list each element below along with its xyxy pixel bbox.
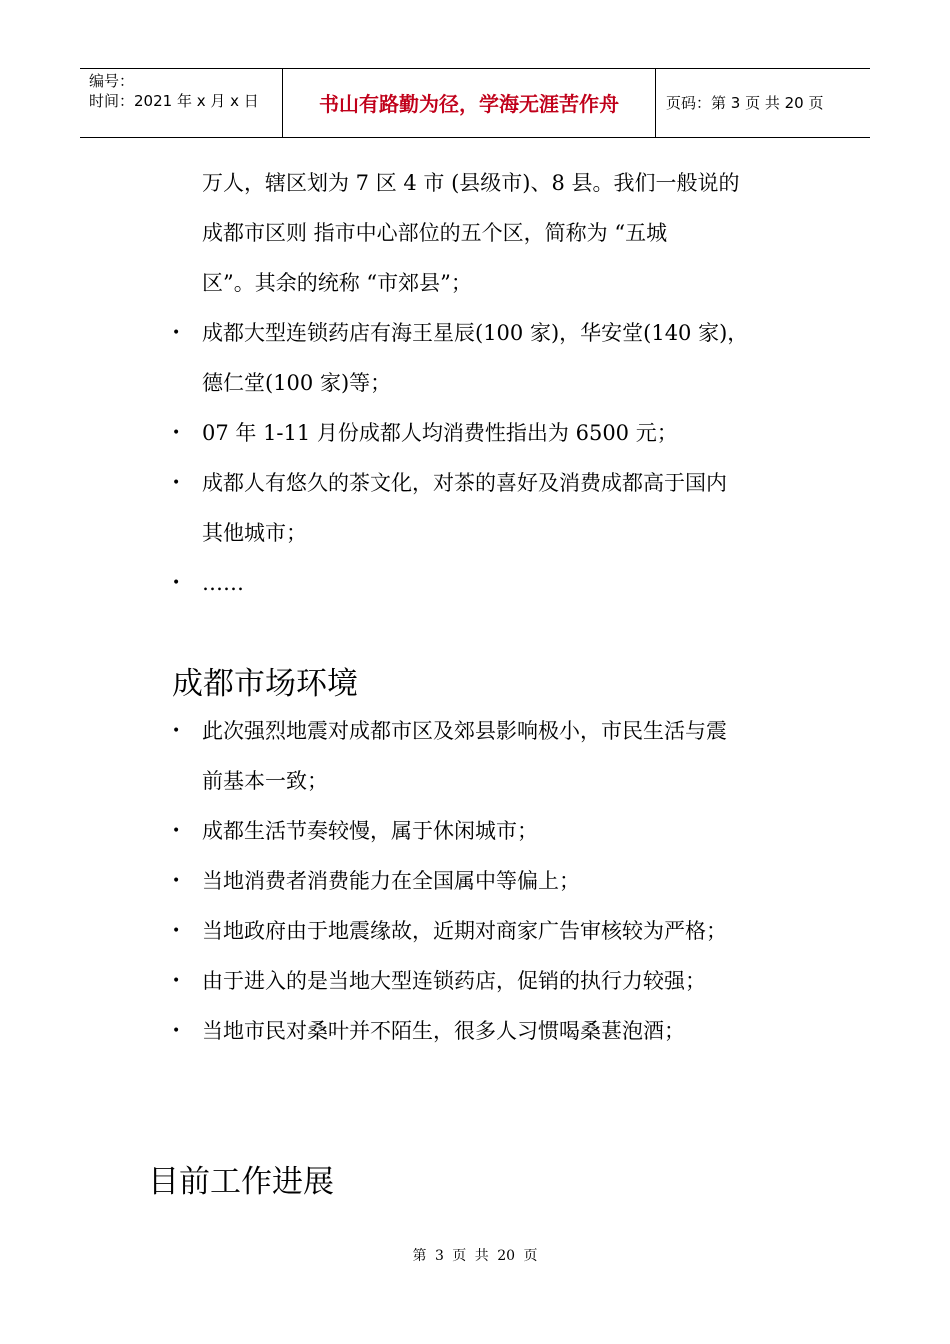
header-motto-cell <box>282 69 656 137</box>
bullet-icon: • <box>172 425 181 441</box>
list-item-continuation: 德仁堂(100 家)等； <box>202 371 392 395</box>
bullet-icon: • <box>172 475 181 491</box>
section-heading-market-environment: 成都市场环境 <box>172 666 358 702</box>
document-number-label: 编号： <box>89 72 135 90</box>
document-header <box>80 68 870 138</box>
list-item: 成都大型连锁药店有海王星辰(100 家)，华安堂(140 家)， <box>202 321 749 345</box>
header-motto: 书山有路勤为径，学海无涯苦作舟 <box>319 92 619 116</box>
list-item: 由于进入的是当地大型连锁药店，促销的执行力较强； <box>202 969 706 993</box>
bullet-icon: • <box>172 575 181 591</box>
page-footer: 第 3 页 共 20 页 <box>412 1248 538 1264</box>
bullet-icon: • <box>172 873 181 889</box>
list-item: 当地消费者消费能力在全国属中等偏上； <box>202 869 580 893</box>
list-item: 当地市民对桑叶并不陌生，很多人习惯喝桑葚泡酒； <box>202 1019 685 1043</box>
list-item: 当地政府由于地震缘故，近期对商家广告审核较为严格； <box>202 919 727 943</box>
bullet-icon: • <box>172 973 181 989</box>
list-item-continuation: 其他城市； <box>202 521 307 545</box>
document-time-label: 时间：2021 年 x 月 x 日 <box>89 92 259 110</box>
list-item-continuation: 前基本一致； <box>202 769 328 793</box>
list-item: …… <box>202 571 244 595</box>
bullet-icon: • <box>172 923 181 939</box>
bullet-icon: • <box>172 1023 181 1039</box>
list-item: 成都人有悠久的茶文化，对茶的喜好及消费成都高于国内 <box>202 471 727 495</box>
intro-line-2: 成都市区则 指市中心部位的五个区，简称为 “五城 <box>202 221 668 245</box>
list-item: 07 年 1-11 月份成都人均消费性指出为 6500 元； <box>202 421 678 445</box>
header-page-cell <box>656 69 870 137</box>
list-item: 成都生活节奏较慢，属于休闲城市； <box>202 819 538 843</box>
intro-line-1: 万人，辖区划为 7 区 4 市 (县级市)、8 县。我们一般说的 <box>202 171 740 195</box>
list-item: 此次强烈地震对成都市区及郊县影响极小，市民生活与震 <box>202 719 727 743</box>
header-meta-cell <box>80 69 280 137</box>
header-page-info: 页码：第 3 页 共 20 页 <box>666 94 824 112</box>
section-heading-work-progress: 目前工作进展 <box>148 1164 334 1200</box>
bullet-icon: • <box>172 325 181 341</box>
bullet-icon: • <box>172 823 181 839</box>
bullet-icon: • <box>172 723 181 739</box>
intro-line-3: 区”。其余的统称 “市郊县”； <box>202 271 472 295</box>
